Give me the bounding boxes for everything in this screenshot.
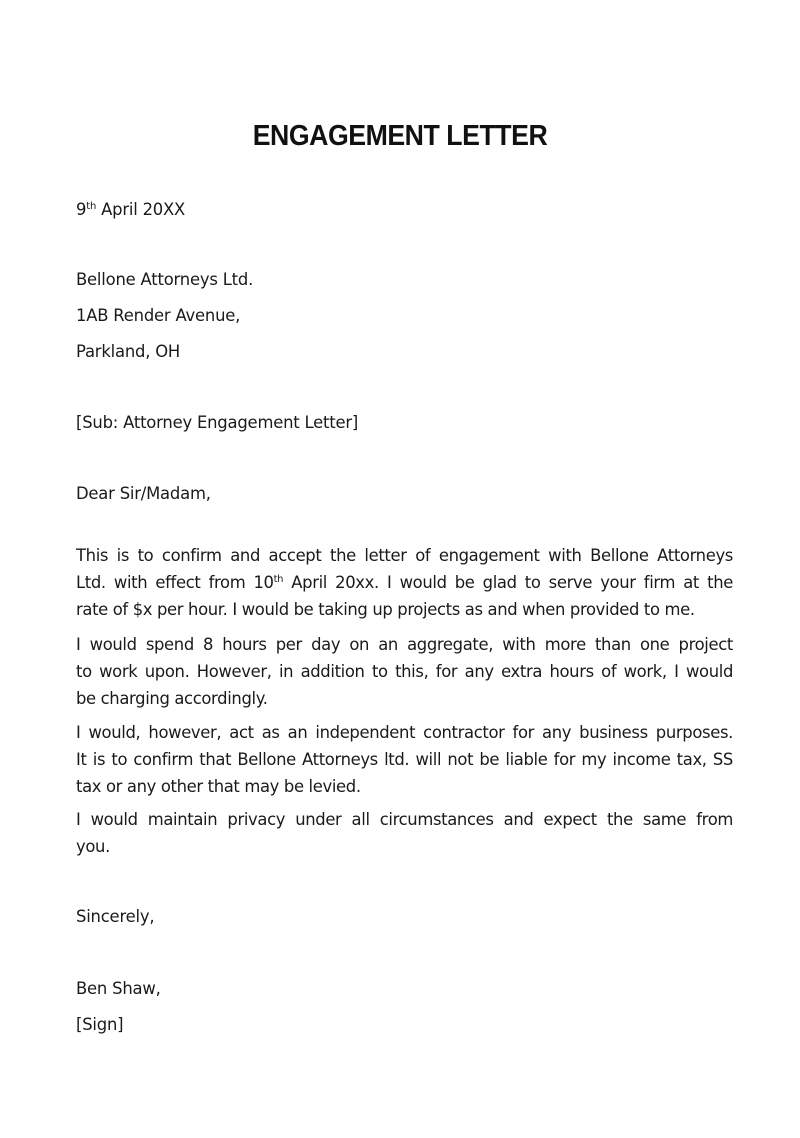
document-title: ENGAGEMENT LETTER: [252, 120, 548, 152]
paragraph-line: I would maintain privacy under all circumstances and expect the same from: [76, 810, 733, 829]
salutation: Dear Sir/Madam,: [76, 484, 211, 503]
subject-line: [Sub: Attorney Engagement Letter]: [76, 413, 359, 432]
paragraph-line: I would, however, act as an independent contractor for any business purposes.: [76, 723, 733, 742]
body-paragraph-1: [76, 542, 733, 623]
paragraph-line: I would spend 8 hours per day on an aggregate, with more than one project: [76, 635, 733, 654]
paragraph-line: be charging accordingly.: [76, 689, 268, 708]
paragraph-line: tax or any other that may be levied.: [76, 777, 361, 796]
paragraph-line: to work upon. However, in addition to this, for any extra hours of work, I would: [76, 662, 733, 681]
recipient-address-line1: 1AB Render Avenue,: [76, 306, 241, 325]
paragraph-line: you.: [76, 837, 110, 856]
date-rest: April 20XX: [96, 200, 186, 219]
line-text: April 20xx. I would be glad to serve your firm at the: [283, 573, 733, 592]
body-paragraph-3: [76, 719, 733, 800]
date-day: 9: [76, 200, 87, 219]
line-text: Ltd. with effect from 10: [76, 573, 274, 592]
signature-placeholder: [Sign]: [76, 1015, 124, 1034]
paragraph-line: rate of $x per hour. I would be taking up projects as and when provided to me.: [76, 600, 695, 619]
closing: Sincerely,: [76, 907, 155, 926]
paragraph-line: This is to confirm and accept the letter of engagement with Bellone Attorneys: [76, 546, 733, 565]
recipient-name: Bellone Attorneys Ltd.: [76, 270, 254, 289]
signer-name: Ben Shaw,: [76, 979, 161, 998]
date-day-suffix: th: [86, 201, 97, 212]
ordinal-suffix: th: [273, 574, 284, 585]
paragraph-line: [76, 569, 733, 596]
recipient-address-line2: Parkland, OH: [76, 342, 181, 361]
letter-date: [76, 200, 185, 220]
body-paragraph-4: [76, 806, 733, 860]
body-paragraph-2: [76, 631, 733, 712]
paragraph-line: It is to confirm that Bellone Attorneys ltd. will not be liable for my income tax, SS: [76, 750, 733, 769]
